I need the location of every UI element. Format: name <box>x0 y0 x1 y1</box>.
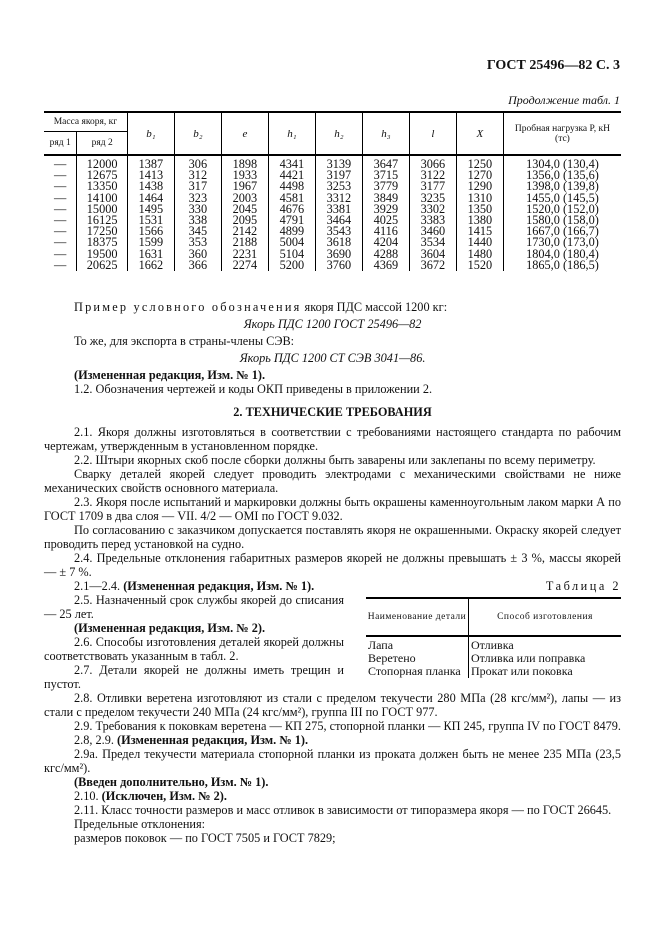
table-cell: 1415 <box>456 226 503 237</box>
clause-2-3-agreement: По согласованию с заказчиком допускается поставлять якоря не окрашенными. Окраску якорей следует проводить перед установкой на судно. <box>44 523 621 551</box>
table-cell: 4421 <box>268 170 315 181</box>
added-note: (Введен дополнительно, Изм. № 1). <box>74 775 269 789</box>
amendment-note: (Измененная редакция, Изм. № 1). <box>123 579 315 593</box>
table-cell: — <box>54 201 67 216</box>
amendment-note: (Измененная редакция, Изм. № 1). <box>117 733 309 747</box>
table-cell: 1599 <box>127 237 174 248</box>
table-cell: 338 <box>174 215 221 226</box>
clause-number: 2.10. <box>74 789 102 803</box>
table-cell: 1350 <box>456 204 503 215</box>
table-cell: 3690 <box>315 249 362 260</box>
table-cell: 3381 <box>315 204 362 215</box>
table-cell: 1531 <box>127 215 174 226</box>
table-cell: 12675 <box>77 170 127 181</box>
table-cell: 1631 <box>127 249 174 260</box>
clause-1-2: 1.2. Обозначения чертежей и коды ОКП приведены в приложении 2. <box>74 382 433 396</box>
table-cell: — <box>54 246 67 261</box>
table-cell: 1898 <box>221 155 268 170</box>
table-cell: 3647 <box>362 155 409 170</box>
table-row <box>366 636 621 652</box>
table-cell: 4498 <box>268 181 315 192</box>
table-cell: 4341 <box>268 155 315 170</box>
table-cell: 1580,0 (158,0) <box>503 215 621 226</box>
table-row <box>366 665 621 678</box>
table-2-caption: Таблица 2 <box>545 579 621 593</box>
col-row1: ряд 1 <box>49 138 71 148</box>
table-cell: 2003 <box>221 193 268 204</box>
clause-number: 2.8, 2.9. <box>74 733 118 747</box>
table-cell: 330 <box>174 204 221 215</box>
table-cell: 4025 <box>362 215 409 226</box>
table-cell: 2188 <box>221 237 268 248</box>
table-cell: 317 <box>174 181 221 192</box>
table-cell: 3604 <box>409 249 456 260</box>
table-cell: 3460 <box>409 226 456 237</box>
table-cell: — <box>54 190 67 205</box>
col-e: e <box>242 127 248 140</box>
table-cell: 3715 <box>362 170 409 181</box>
table-row <box>44 260 621 271</box>
table-cell: — <box>54 157 67 171</box>
table-cell: 13350 <box>77 181 127 192</box>
table-cell: 3302 <box>409 204 456 215</box>
col-h1: h₁ <box>287 127 297 140</box>
table-cell: 1455,0 (145,5) <box>503 193 621 204</box>
page-header: ГОСТ 25496—82 С. 3 <box>486 58 620 73</box>
table-cell: 1356,0 (135,6) <box>503 170 621 181</box>
table-cell: 345 <box>174 226 221 237</box>
col-b1: b₁ <box>146 127 156 140</box>
table-cell: 4369 <box>362 260 409 271</box>
example-label: Пример условного обозначения <box>74 300 302 314</box>
table-cell: 3672 <box>409 260 456 271</box>
table-cell: 4676 <box>268 204 315 215</box>
table-cell: 3312 <box>315 193 362 204</box>
col-x: X <box>476 127 484 140</box>
clause-2-8: 2.8. Отливки веретена изготовляют из стали с пределом текучести 280 МПа (28 кгс/мм²), лапы — из стали с пределом текучести 240 МПа (24 кгс/мм²), группа III по ГОСТ 977. <box>44 691 621 719</box>
forgings-limits: размеров поковок — по ГОСТ 7505 и ГОСТ 7829; <box>74 831 336 845</box>
table-cell: Отливка <box>469 636 622 652</box>
document-body <box>44 300 621 845</box>
col-l: l <box>431 127 435 140</box>
table-cell: 4288 <box>362 249 409 260</box>
table-cell: 1464 <box>127 193 174 204</box>
table-cell: 12000 <box>77 155 127 170</box>
table-cell: 360 <box>174 249 221 260</box>
table-2-block <box>366 579 621 678</box>
table-cell: 1804,0 (180,4) <box>503 249 621 260</box>
example-designation: Якорь ПДС 1200 ГОСТ 25496—82 <box>243 317 422 331</box>
table-cell: 3543 <box>315 226 362 237</box>
table-cell: Прокат или поковка <box>469 665 622 678</box>
export-line: То же, для экспорта в страны-члены СЭВ: <box>74 334 295 348</box>
table-cell: 1566 <box>127 226 174 237</box>
table-cell: 1662 <box>127 260 174 271</box>
table-cell: 2274 <box>221 260 268 271</box>
table-cell: 1933 <box>221 170 268 181</box>
table-cell: 1480 <box>456 249 503 260</box>
table-cell: 4116 <box>362 226 409 237</box>
table-cell: 3177 <box>409 181 456 192</box>
table-cell: 20625 <box>77 260 127 271</box>
table-cell: — <box>54 257 67 272</box>
example-rest: якоря ПДС массой 1200 кг: <box>301 300 448 314</box>
col-mass: Масса якоря, кг <box>44 112 127 132</box>
table-cell: 1495 <box>127 204 174 215</box>
table-cell: 4204 <box>362 237 409 248</box>
table-cell: 2231 <box>221 249 268 260</box>
table-cell: 4791 <box>268 215 315 226</box>
col-method: Способ изготовления <box>469 598 622 636</box>
table-cell: 1310 <box>456 193 503 204</box>
table-cell: 5004 <box>268 237 315 248</box>
table-cell: 3618 <box>315 237 362 248</box>
table-cell: 4581 <box>268 193 315 204</box>
col-h2: h₂ <box>334 127 344 140</box>
table-cell: 2142 <box>221 226 268 237</box>
table-cell: 306 <box>174 155 221 170</box>
clause-2-4: 2.4. Предельные отклонения габаритных размеров якорей не должны превышать ± 3 %, массы якорей — ± 7 %. <box>44 551 621 579</box>
table-cell: — <box>54 168 67 183</box>
table-cell: 19500 <box>77 249 127 260</box>
table-cell: 5104 <box>268 249 315 260</box>
table-cell: 366 <box>174 260 221 271</box>
clause-2-2: 2.2. Штыри якорных скоб после сборки должны быть заварены или заклепаны по всему периметру. <box>74 453 596 467</box>
table-cell: 1380 <box>456 215 503 226</box>
clause-2-9a: 2.9а. Предел текучести материала стопорной планки из проката должен быть не менее 235 МПа (23,5 кгс/мм²). <box>44 747 621 775</box>
col-b2: b₂ <box>193 127 203 140</box>
table-cell: 1520 <box>456 260 503 271</box>
table-cell: 3197 <box>315 170 362 181</box>
table-cell: 1967 <box>221 181 268 192</box>
table-cell: Лапа <box>368 638 394 652</box>
table-cell: Стопорная планка <box>368 664 461 678</box>
table-cell: 1290 <box>456 181 503 192</box>
table-cell: 18375 <box>77 237 127 248</box>
table-cell: 1250 <box>456 155 503 170</box>
table-cell: 1520,0 (152,0) <box>503 204 621 215</box>
table-cell: 312 <box>174 170 221 181</box>
table-cell: 14100 <box>77 193 127 204</box>
table-cell: 3929 <box>362 204 409 215</box>
table-cell: 3464 <box>315 215 362 226</box>
clause-2-11: 2.11. Класс точности размеров и масс отливок в зависимости от типоразмера якоря — по ГОСТ 26645. <box>74 803 612 817</box>
table-cell: 1438 <box>127 181 174 192</box>
table-cell: 1730,0 (173,0) <box>503 237 621 248</box>
table-cell: 3253 <box>315 181 362 192</box>
table-cell: — <box>54 213 67 228</box>
table-cell: 4899 <box>268 226 315 237</box>
table-cell: 16125 <box>77 215 127 226</box>
clause-2-9: 2.9. Требования к поковкам веретена — КП 275, стопорной планки — КП 245, группа IV по ГОСТ 8479. <box>74 719 621 733</box>
table-cell: — <box>54 224 67 239</box>
table-cell: 3534 <box>409 237 456 248</box>
table-cell: 323 <box>174 193 221 204</box>
table-cell: 1304,0 (130,4) <box>503 155 621 170</box>
table-cell: 1440 <box>456 237 503 248</box>
table-cell: Веретено <box>368 651 416 665</box>
table-cell: Отливка или поправка <box>469 652 622 665</box>
table-cell: 1865,0 (186,5) <box>503 260 621 271</box>
excluded-note: (Исключен, Изм. № 2). <box>101 789 227 803</box>
table-cell: 3235 <box>409 193 456 204</box>
table-cell: 3760 <box>315 260 362 271</box>
manufacturing-methods-table <box>366 597 621 678</box>
table-cell: 1270 <box>456 170 503 181</box>
col-part: Наименование детали <box>366 598 469 636</box>
table-cell: 3383 <box>409 215 456 226</box>
table-cell: 3066 <box>409 155 456 170</box>
clause-2-1: 2.1. Якоря должны изготовляться в соответствии с требованиями настоящего стандарта по рабочим чертежам, утвержденным в установленном порядке. <box>44 425 621 453</box>
clause-2-8-2-9 <box>44 733 621 747</box>
table-cell: 17250 <box>77 226 127 237</box>
clause-2-5: 2.5. Назначенный срок службы якорей до списания — 25 лет. <box>44 593 344 621</box>
table-cell: 1398,0 (139,8) <box>503 181 621 192</box>
table-cell: 15000 <box>77 204 127 215</box>
table-cell: 353 <box>174 237 221 248</box>
anchor-dimensions-table <box>44 111 621 271</box>
table-cell: — <box>54 235 67 250</box>
table-cell: 1667,0 (166,7) <box>503 226 621 237</box>
table-cell: 3139 <box>315 155 362 170</box>
clause-2-10 <box>44 789 621 803</box>
clause-2-3: 2.3. Якоря после испытаний и маркировки должны быть окрашены каменноугольным лаком марки А по ГОСТ 1709 в два слоя — VII. 4/2 — ОМI по ГОСТ 9.032. <box>44 495 621 523</box>
table-cell: 3122 <box>409 170 456 181</box>
table-cell: 1387 <box>127 155 174 170</box>
clause-2-6: 2.6. Способы изготовления деталей якорей должны соответствовать указанным в табл. 2. <box>44 635 344 663</box>
table-cell: 1413 <box>127 170 174 181</box>
table-cell: 3849 <box>362 193 409 204</box>
section-heading: 2. ТЕХНИЧЕСКИЕ ТРЕБОВАНИЯ <box>233 405 432 419</box>
amendment-note-2: (Измененная редакция, Изм. № 2). <box>74 621 266 635</box>
col-h3: h₃ <box>381 127 391 140</box>
table-cell: 5200 <box>268 260 315 271</box>
limits-label: Предельные отклонения: <box>74 817 206 831</box>
clause-number: 2.1—2.4. <box>74 579 124 593</box>
table-cell: 3779 <box>362 181 409 192</box>
amendment-note: (Измененная редакция, Изм. № 1). <box>74 368 266 382</box>
table-continuation-label: Продолжение табл. 1 <box>508 93 620 107</box>
table-cell: 2045 <box>221 204 268 215</box>
clause-2-2-welding: Сварку деталей якорей следует проводить электродами с механическими свойствами не ниже механических свойств основного материала. <box>44 467 621 495</box>
clause-2-7: 2.7. Детали якорей не должны иметь трещин и пустот. <box>44 663 344 691</box>
col-row2: ряд 2 <box>77 132 127 156</box>
export-designation: Якорь ПДС 1200 СТ СЭВ 3041—86. <box>239 351 426 365</box>
table-cell: — <box>54 179 67 194</box>
table-cell: 2095 <box>221 215 268 226</box>
col-load: Пробная нагрузка P, кН (тс) <box>503 112 621 155</box>
example-line <box>44 300 621 314</box>
